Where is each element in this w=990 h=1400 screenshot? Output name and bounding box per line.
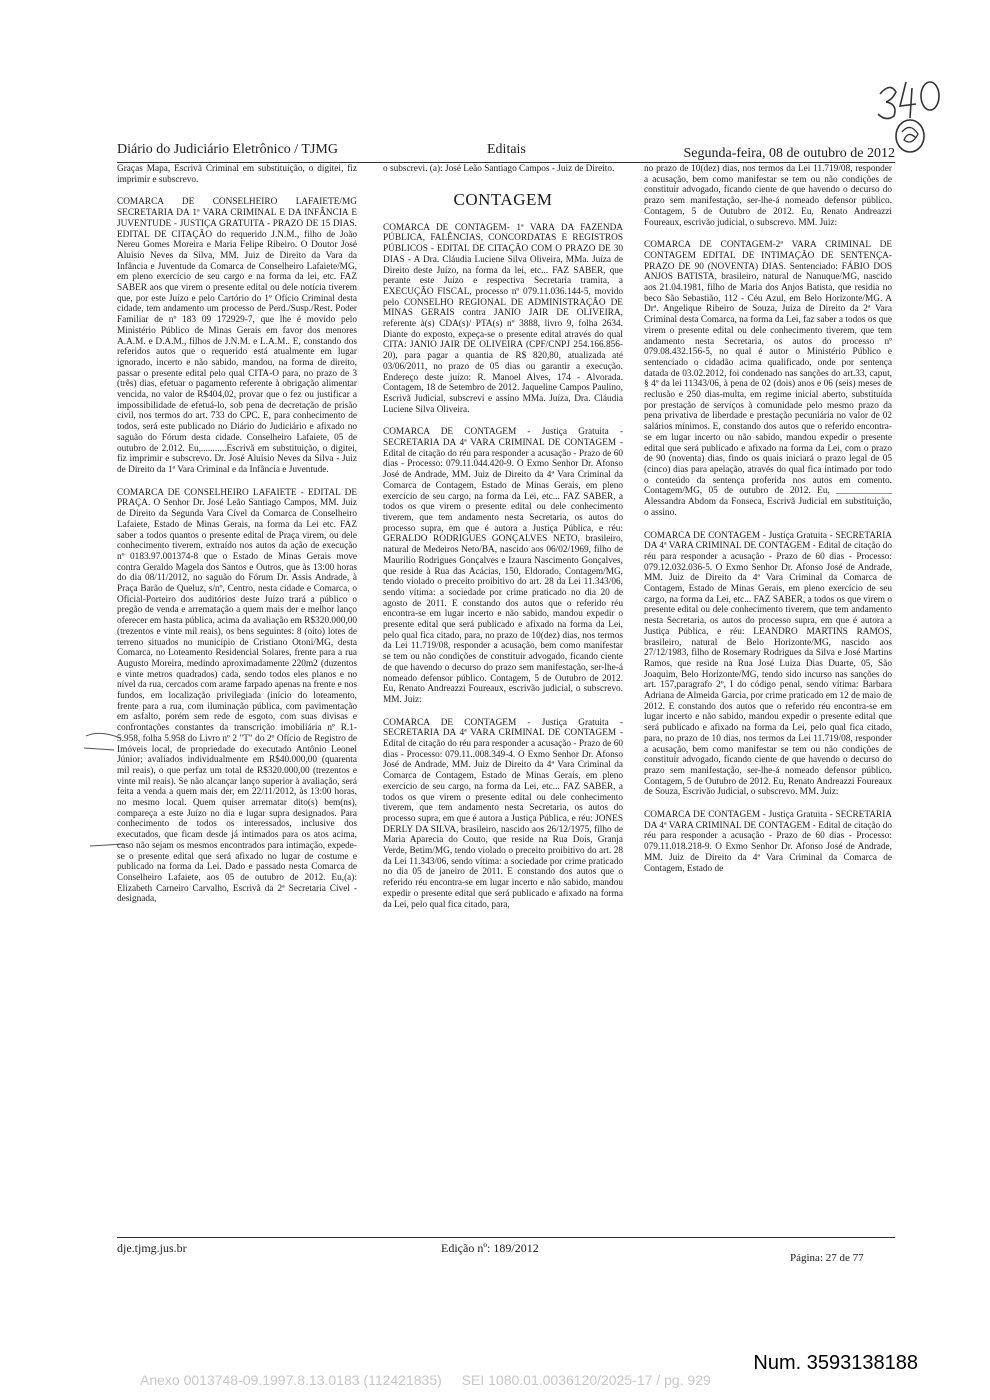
column-1 <box>117 164 357 1236</box>
annex-stamp: Anexo 0013748-09.1997.8.13.0183 (112421835) <box>140 1372 442 1388</box>
sei-stamp: SEI 1080.01.0036120/2025-17 / pg. 929 <box>461 1372 711 1388</box>
city-heading: CONTAGEM <box>453 189 553 209</box>
edital-paragraph: o subscrevi. (a): José Leão Santiago Campos - Juiz de Direito. <box>383 164 615 174</box>
footer-edition: Edição nº: 189/2012 <box>441 1241 539 1255</box>
column-2 <box>383 164 623 1236</box>
edital-paragraph: COMARCA DE CONSELHEIRO LAFAIETE - EDITAL DE PRAÇA. O Senhor Dr. José Leão Santiago Campos, MM. Juiz de Direito da Segunda Vara Cível da Comarca de Conselheiro Lafaiete, Estado de Minas Gerais, na forma da Lei etc. FAZ saber a todos quantos o presente edital de Praça virem, ou dele conhecimento tiverem, extraído nos autos da ação de execução nº 0183.97.001374-8 que o Estado de Minas Gerais move contra Geraldo Magela dos Santos e Outros, que às 13:00 horas do dia 08/11/2012, no saguão do Fórum Dr. Assis Andrade, à Praça Barão de Queluz, s/nº, Centro, nesta cidade e Comarca, o Oficial-Porteiro dos auditórios deste Juízo trará a público o pregão de venda e arrematação a quem mais der e melhor lanço oferecer em hasta pública, acima da avaliação em R$320.000,00 (trezentos e vinte mil reais), os bens seguintes: 8 (oito) lotes de terreno situados no município de Cristiano Otoni/MG, desta Comarca, no Loteamento Residencial Solares, frente para a rua Augusto Moreira, medindo aproximadamente 220m2 (duzentos e vinte metros quadrados) cada, sendo todos eles planos e no nível da rua, cercados com arame farpado apenas na frente e nos fundos, em localização privilegiada (início do loteamento, frente para a rua, com iluminação pública, com pavimentação em asfalto, porém sem rede de esgoto, com suas divisas e confrontações constantes da transcrição imobiliária nº R.1-5.958, folha 5.958 do Livro nº 2 "T" do 2º Ofício de Registro de Imóveis local, de propriedade do executado Antônio Leonel Júnior; avaliados individualmente em R$40.000,00 (quarenta mil reais), o que perfaz um total de R$320.000,00 (trezentos e vinte mil reais). Se não alcançar lanço superior à avaliação, será feita a venda a quem mais der, em 22/11/2012, às 13:00 horas, no mesmo local. Quem quiser arrematar dito(s) bem(ns), compareça a este Juízo no dia e lugar supra designados. Para conhecimento de todos os interessados, inclusive dos executados, que ficam desde já intimados para os atos acima, caso não sejam os mesmos encontrados para intimação, expede-se o presente edital que será afixado no lugar de costume e publicado na forma da Lei. Dado e passado nesta Comarca de Conselheiro Lafaiete, aos 05 de outubro de 2012. Eu,(a): Elizabeth Carneiro Carvalho, Escrivã da 2ª Secretaria Cível - designada, <box>117 487 357 905</box>
edital-paragraph: COMARCA DE CONTAGEM- 1ª VARA DA FAZENDA PÚBLICA, FALÊNCIAS, CONCORDATAS E REGISTROS PÚBLICOS - EDITAL DE CITAÇÃO COM O PRAZO DE 30 DIAS - A Dra. Cláudia Luciene Silva Oliveira, MMa. Juíza de Direito deste Juízo, na forma da lei, etc... FAZ SABER, que perante este Juízo e respectiva Secretaria tramita, a EXECUÇÃO FISCAL, processo nº 079.11.036.144-5, movido pelo CONSELHO REGIONAL DE ADMINISTRAÇÃO DE MINAS GERAIS contra JANIO JAIR DE OLIVEIRA, referente à(s) CDA(s)/ PTA(s) nº 3888, livro 9, folha 2634. Diante do exposto, expeça-se o presente edital através do qual CITA: JANIO JAIR DE OLIVEIRA (CPF/CNPJ 254.166.856-20), para pagar a quantia de R$ 820,80, atualizada até 03/06/2011, no prazo de 05 dias ou garantir a execução. Endereço deste juízo: R. Manoel Alves, 174 - Alvorada. Contagem, 18 de Setembro de 2012. Jaqueline Campos Paulino, Escrivã Judicial, subscrevi e assino MMa. Juíza, Dra. Cláudia Luciene Silva Oliveira. <box>383 222 623 415</box>
page-header <box>117 140 895 163</box>
edital-paragraph: COMARCA DE CONTAGEM - Justiça Gratuita - SECRETARIA DA 4ª VARA CRIMINAL DE CONTAGEM - Edital de citação do réu para responder a acusação - Prazo de 60 dias - Processo: 079.12.032.036-5. O Exmo Senhor Dr. Afonso José de Andrade, MM. Juiz de Direito da 4ª Vara Criminal da Comarca de Contagem, Estado de Minas Gerais, em pleno exercício de seu cargo, na forma da Lei, etc... FAZ SABER, a todos os que virem o presente edital ou dele conhecimento tiverem, que tem andamento nesta Secretaria, os autos do processo supra, em que é autora a Justiça Pública, e réu: LEANDRO MARTINS RAMOS, brasileiro, natural de Belo Horizonte/MG, nascido aos 27/12/1983, filho de Rosemary Rodrigues da Silva e José Martins Ramos, que reside na Rua José Luiza Dias Duarte, 05, São Joaquim, Belo Horizonte/MG, tendo sido incurso nas sanções do art. 157,paragrafo 2º, I do código penal, sendo vítima: Barbara Adriana de Almeida Garcia, por crime praticado em 12 de maio de 2012. E constando dos autos que o referido réu encontra-se em lugar incerto e não sabido, mandou expedir o presente edital que será publicado e afixado na forma da Lei, pelo qual fica citado, para, no prazo de 10 dias, nos termos da Lei 11.719/08, responder a acusação, bem como manifestar se tem ou não condições de constituir advogado, ficando ciente de que havendo o decurso do prazo sem manifestação, ser-lhe-á nomeado defensor público. Contagem, 5 de Outubro de 2012. Eu, Renato Andreazzi Foureaux de Souza, Escrivão Judicial, o subscrevo. MM. Juiz: <box>644 530 892 798</box>
footer-divider <box>117 1237 895 1238</box>
section-title: Editais <box>487 142 526 157</box>
edital-paragraph: COMARCA DE CONSELHEIRO LAFAIETE/MG SECRETARIA DA 1ª VARA CRIMINAL E DA INFÂNCIA E JUVENTUDE - JUSTIÇA GRATUITA - PRAZO DE 15 DIAS. EDITAL DE CITAÇÃO do requerido J.N.M., filho de João Nereu Gomes Moreira e Maria Felipe Ribeiro. O Doutor José Aluísio Neves da Silva, MM. Juiz de Direito da Vara da Infância e Juventude da Comarca de Conselheiro Lafaiete/MG, em pleno exercício de seu cargo e na forma da lei, etc. FAZ SABER aos que virem o presente edital ou dele notícia tiverem que, por este Juízo e pelo Cartório do 1º Ofício Criminal desta cidade, tem andamento um processo de Perd./Susp./Rest. Poder Familiar de nº 183 09 172929-7, que lhe é movido pelo Ministério Público de Minas Gerais em favor dos menores A.A.M. e D.A.M., filhos de J.N.M. e L.A.M.. E, constando dos referidos autos que o requerido está atualmente em lugar ignorado, incerto e não sabido, mandou, na forma de direito, passar o presente edital pelo qual CITA-O para, no prazo de 3 (três) dias, efetuar o pagamento referente à obrigação alimentar vencida, no valor de R$404,02, provar que o fez ou justificar a impossibilidade de efetuá-lo, sob pena de decretação de prisão civil, nos termos do art. 733 do CPC. E, para conhecimento de todos, será este publicado no Diário do Judiciário e afixado no saguão do Fórum desta cidade. Conselheiro Lafaiete, 05 de outubro de 2.012. Eu,...........Escrivã em substituição, o digitei, fiz imprimir e subscrevo. Dr. José Aluísio Neves da Silva - Juiz de Direito da 1ª Vara Criminal e da Infância e Juventude. <box>117 197 357 475</box>
column-3 <box>644 164 892 1236</box>
journal-title: Diário do Judiciário Eletrônico / TJMG <box>117 142 338 157</box>
edital-paragraph: COMARCA DE CONTAGEM-2ª VARA CRIMINAL DE CONTAGEM EDITAL DE INTIMAÇÃO DE SENTENÇA-PRAZO DE 90 (NOVENTA) DIAS. Sentenciado: FÁBIO DOS ANJOS BATISTA, brasileiro, natural de Nanuque/MG, nascido aos 21.04.1981, filho de Maria dos Anjos Batista, que residia no beco São Sebastião, 112 - Céu Azul, em Belo Horizonte/MG. A Drª. Angelique Ribeiro de Souza, Juíza de Direito da 2ª Vara Criminal desta Comarca, na forma da Lei, faz saber a todos os que virem o presente edital ou dele conhecimento tiverem, que tem andamento nesta Secretaria, os autos do processo nº 079.08.432.156-5, no qual é autor o Ministério Público e sentenciado o cidadão acima qualificado, onde por sentença datada de 03.02.2012, foi condenado nas sanções do art.33, caput, § 4º da lei 11343/06, à pena de 02 (dois) anos e 06 (seis) meses de reclusão e 250 dias-multa, em regime inicial aberto, substituída por prestação de serviços à comunidade pelo mesmo prazo da pena privativa de liberdade e prestação pecuniária no valor de 02 salários mínimos. E, constando dos autos que o referido encontra-se em lugar incerto ou não sabido, mandou expedir o presente edital que será publicado e afixado na forma da Lei, com o prazo de 90 (noventa) dias, findo os quais iniciará o prazo legal de 05 (cinco) dias para apelação, através do qual fica intimado por todo o conteúdo da sentença proferida nos autos em comento. Contagem/MG, 05 de outubro de 2012. Eu, ____________ Alessandra Abdom da Fonseca, Escrivã Judicial em substituição, o assino. <box>644 240 892 518</box>
edital-paragraph: COMARCA DE CONTAGEM - Justiça Gratuita - SECRETARIA DA 4ª VARA CRIMINAL DE CONTAGEM - Edital de citação do réu para responder a acusação - Prazo de 60 dias - Processo: 079.11.044.420-9. O Exmo Senhor Dr. Afonso José de Andrade, MM. Juiz de Direito da 4ª Vara Criminal da Comarca de Contagem, Estado de Minas Gerais, em pleno exercício de seu cargo, na forma da Lei, etc... FAZ SABER, a todos os que virem o presente edital ou dele conhecimento tiverem, que tem andamento nesta Secretaria, os autos do processo supra, em que é autora a Justiça Pública, e réu: GERALDO RODRIGUES GONÇALVES NETO, brasileiro, natural de Medeiros Neto/BA, nascido aos 06/02/1969, filho de Maurilio Rodrigues Gonçalves e Izaura Nascimento Gonçalves, que reside à Rua das Acácias, 150, Eldorado, Contagem/MG, tendo violado o preceito proibitivo do art. 28 da Lei 11.343/06, sendo vítima: a sociedade por crime praticado no dia 20 de agosto de 2011. E constando dos autos que o referido réu encontra-se em lugar incerto e não sabido, mandou expedir o presente edital que será publicado e afixado na forma da Lei, pelo qual fica citado, para, no prazo de 10(dez) dias, nos termos da Lei 11.719/08, responder a acusação, bem como manifestar se tem ou não condições de constituir advogado, ficando ciente de que havendo o decurso do prazo sem manifestação, ser-lhe-á nomeado defensor público. Contagem, 5 de Outubro de 2012. Eu, Renato Andreazzi Foureaux, escrivão judicial, o subscrevo. MM. Juiz: <box>383 427 623 705</box>
edital-paragraph: COMARCA DE CONTAGEM - Justiça Gratuita - SECRETARIA DA 4ª VARA CRIMINAL DE CONTAGEM - Edital de citação do réu para responder a acusação - Prazo de 60 dias - Processo: 079.11..008.349-4. O Exmo Senhor Dr. Afonso José de Andrade, MM. Juiz de Direito da 4ª Vara Criminal da Comarca de Contagem, Estado de Minas Gerais, em pleno exercício de seu cargo, na forma da Lei, etc... FAZ SABER, a todos os que virem o presente edital ou dele conhecimento tiverem, que tem andamento nesta Secretaria, os autos do processo supra, em que é autora a Justiça Pública, e réu: JONES DERLY DA SILVA, brasileiro, nascido aos 26/12/1975, filho de Maria Aparecia do Couto, que reside na Rua Dois, Granja Verde, Betim/MG, tendo violado o preceito proibitivo do art. 28 da Lei 11.343/06, sendo vítima: a sociedade por crime praticado no dia 05 de janeiro de 2011. E constando dos autos que o referido réu encontra-se em lugar incerto e não sabido, mandou expedir o presente edital que será publicado e afixado na forma da Lei, pelo qual fica citado, para, <box>383 717 623 910</box>
edital-paragraph: Graças Mapa, Escrivã Criminal em substituição, o digitei, fiz imprimir e subscrevo. <box>117 164 357 185</box>
watermark-stamp <box>140 1372 727 1388</box>
footer-page-number: Página: 27 de 77 <box>790 1252 864 1264</box>
edital-paragraph: COMARCA DE CONTAGEM - Justiça Gratuita - SECRETARIA DA 4ª VARA CRIMINAL DE CONTAGEM - Edital de citação do réu para responder a acusação - Prazo de 60 dias - Processo: 079.11.018.218-9. O Exmo Senhor Dr. Afonso José de Andrade, MM. Juiz de Direito da 4ª Vara Criminal da Comarca de Contagem, Estado de <box>644 810 892 874</box>
edital-paragraph: no prazo de 10(dez) dias, nos termos da Lei 11.719/08, responder a acusação, bem como manifestar se tem ou não condições de constituir advogado, ficando ciente de que havendo o decurso do prazo sem manifestação, ser-lhe-á nomeado defensor público. Contagem, 5 de Outubro de 2012. Eu, Renato Andreazzi Foureaux, escrivão judicial, o subscrevo. MM. Juiz: <box>644 164 892 228</box>
publication-date: Segunda-feira, 08 de outubro de 2012 <box>683 146 895 161</box>
footer-website: dje.tjmg.jus.br <box>117 1241 187 1255</box>
document-number: Num. 3593138188 <box>753 1352 918 1374</box>
